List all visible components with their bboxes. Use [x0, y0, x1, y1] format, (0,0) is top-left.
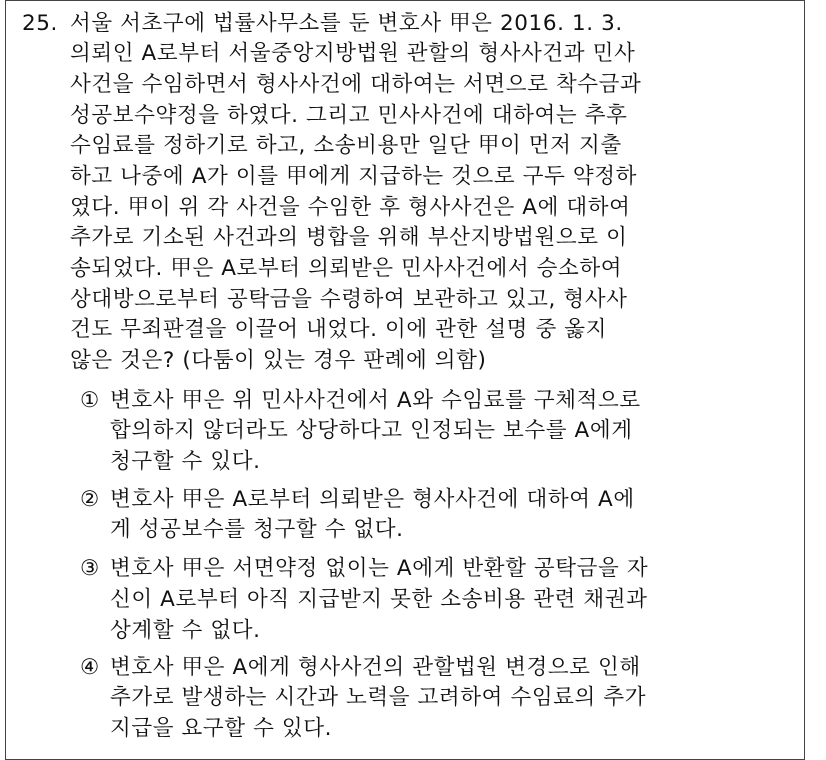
question-number: 25.: [22, 11, 58, 36]
option-3-text-line: 신이 A로부터 아직 지급받지 못한 소송비용 관련 채권과: [110, 587, 648, 612]
question-stem-line: 건도 무죄판결을 이끌어 내었다. 이에 관한 설명 중 옳지: [70, 317, 608, 342]
option-4-text-line: 지급을 요구할 수 있다.: [110, 716, 333, 741]
question-stem-line: 상대방으로부터 공탁금을 수령하여 보관하고 있고, 형사사: [70, 287, 628, 312]
question-stem-line: 송되었다. 甲은 A로부터 의뢰받은 민사사건에서 승소하여: [70, 256, 623, 281]
question-stem-line: 사건을 수임하면서 형사사건에 대하여는 서면으로 착수금과: [70, 72, 642, 97]
question-stem-line: 하고 나중에 A가 이를 甲에게 지급하는 것으로 구두 약정하: [70, 164, 638, 189]
question-stem-line: 였다. 甲이 위 각 사건을 수임한 후 형사사건은 A에 대하여: [70, 195, 631, 220]
question-stem-line: 수임료를 정하기로 하고, 소송비용만 일단 甲이 먼저 지출: [70, 133, 622, 158]
question-stem-line: 성공보수약정을 하였다. 그리고 민사사건에 대하여는 추후: [70, 103, 628, 128]
option-3-text-line: 변호사 甲은 서면약정 없이는 A에게 반환할 공탁금을 자: [110, 556, 649, 581]
question-stem-line: 추가로 기소된 사건과의 병합을 위해 부산지방법원으로 이: [70, 225, 628, 250]
option-4-marker[interactable]: ④: [80, 655, 100, 680]
option-2-marker[interactable]: ②: [80, 487, 100, 512]
option-1-text-line: 합의하지 않더라도 상당하다고 인정되는 보수를 A에게: [110, 418, 633, 443]
question-stem-line: 않은 것은? (다툼이 있는 경우 판례에 의함): [70, 348, 487, 373]
option-3-text-line: 상계할 수 없다.: [110, 618, 261, 643]
option-4-text-line: 변호사 甲은 A에게 형사사건의 관할법원 변경으로 인해: [110, 655, 641, 680]
option-3-marker[interactable]: ③: [80, 556, 100, 581]
option-2-text-line: 게 성공보수를 청구할 수 없다.: [110, 517, 404, 542]
option-1-text-line: 청구할 수 있다.: [110, 449, 261, 474]
question-stem-line: 서울 서초구에 법률사무소를 둔 변호사 甲은 2016. 1. 3.: [70, 11, 623, 36]
option-1-text-line: 변호사 甲은 위 민사사건에서 A와 수임료를 구체적으로: [110, 388, 641, 413]
option-4-text-line: 추가로 발생하는 시간과 노력을 고려하여 수임료의 추가: [110, 685, 647, 710]
question-stem-line: 의뢰인 A로부터 서울중앙지방법원 관할의 형사사건과 민사: [70, 41, 636, 66]
option-2-text-line: 변호사 甲은 A로부터 의뢰받은 형사사건에 대하여 A에: [110, 487, 635, 512]
option-1-marker[interactable]: ①: [80, 388, 100, 413]
